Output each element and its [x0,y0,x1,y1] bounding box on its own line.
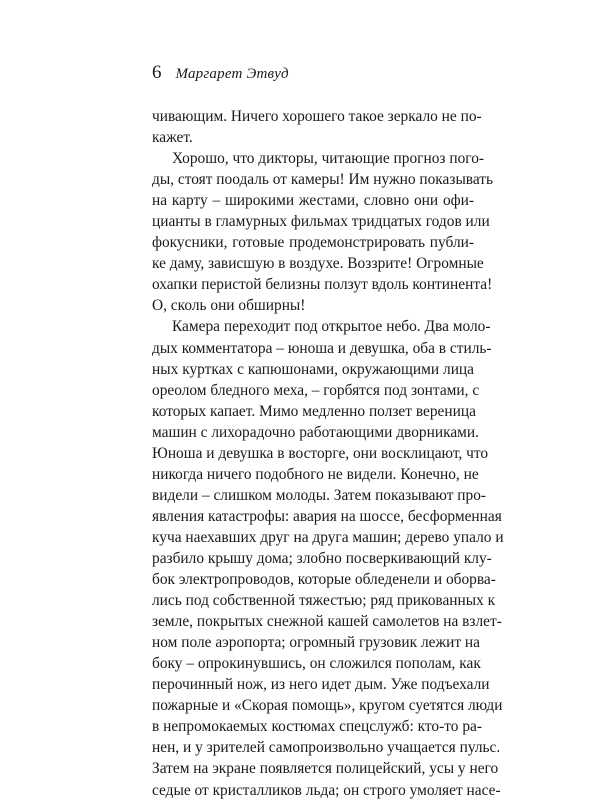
text-line: ореолом бледного меха, – горбятся под зонтами, с [152,381,480,399]
text-line: Затем на экране появляется полицейский, усы у него [152,760,499,778]
text-line: нен, и у зрителей самопроизвольно учащается пульс. [152,739,501,757]
text-line: на карту – широкими жестами, словно они офи- [152,192,474,210]
text-line: фокусники, готовые продемонстрировать публи- [152,234,474,252]
running-header [152,62,289,84]
text-line: ном поле аэропорта; огромный грузовик лежит на [152,634,480,652]
text-line: земле, покрытых снежной кашей самолетов на взлет- [152,613,502,631]
text-line: Камера переходит под открытое небо. Два моло- [172,318,491,336]
text-line: боку – опрокинувшись, он сложился пополам, как [152,655,481,673]
text-line: разбило крышу дома; злобно посверкивающий клу- [152,549,492,567]
text-line: цианты в гламурных фильмах тридцатых годов или [152,213,490,231]
text-line: явления катастрофы: авария на шоссе, бесформенная [152,507,502,525]
text-line: ке даму, зависшую в воздухе. Воззрите! Огромные [152,255,484,273]
text-line: видели – слишком молоды. Затем показывают про- [152,486,487,504]
text-line: перочинный нож, из него идет дым. Уже подъехали [152,676,490,694]
text-line: дых комментатора – юноша и девушка, оба в стиль- [152,339,492,357]
text-line: ных куртках с капюшонами, окружающими лица [152,360,474,378]
text-line: чивающим. Ничего хорошего такое зеркало не по- [152,108,482,125]
text-line: бок электропроводов, которые обледенели и оборва- [152,571,496,589]
running-title: Маргарет Этвуд [175,66,289,82]
text-line: Юноша и девушка в восторге, они восклицают, что [152,444,489,462]
text-line: пожарные и «Скорая помощь», кругом суетятся люди [152,697,503,715]
body-text [152,106,504,801]
text-line: в непромокаемых костюмах спецслужб: кто-то ра- [152,718,482,736]
text-line: охапки перистой белизны ползут вдоль континента! [152,276,493,294]
text-line: куча наехавших друг на друга машин; дерево упало и [152,528,504,546]
text-line: никогда ничего подобного не видели. Конечно, не [152,465,479,483]
page-number: 6 [152,62,162,83]
text-line: лись под собственной тяжестью; ряд прикованных к [152,592,496,610]
text-line: ды, стоят поодаль от камеры! Им нужно показывать [152,171,494,189]
text-line: седые от кристалликов льда; он строго умоляет насе- [152,781,501,799]
text-line: О, сколь они обширны! [152,297,306,315]
text-line: машин с лихорадочно работающими дворниками. [152,423,479,441]
text-line: которых капает. Мимо медленно ползет вереница [152,402,476,420]
text-line: Хорошо, что дикторы, читающие прогноз пого- [172,150,485,168]
text-line: кажет. [152,129,193,147]
